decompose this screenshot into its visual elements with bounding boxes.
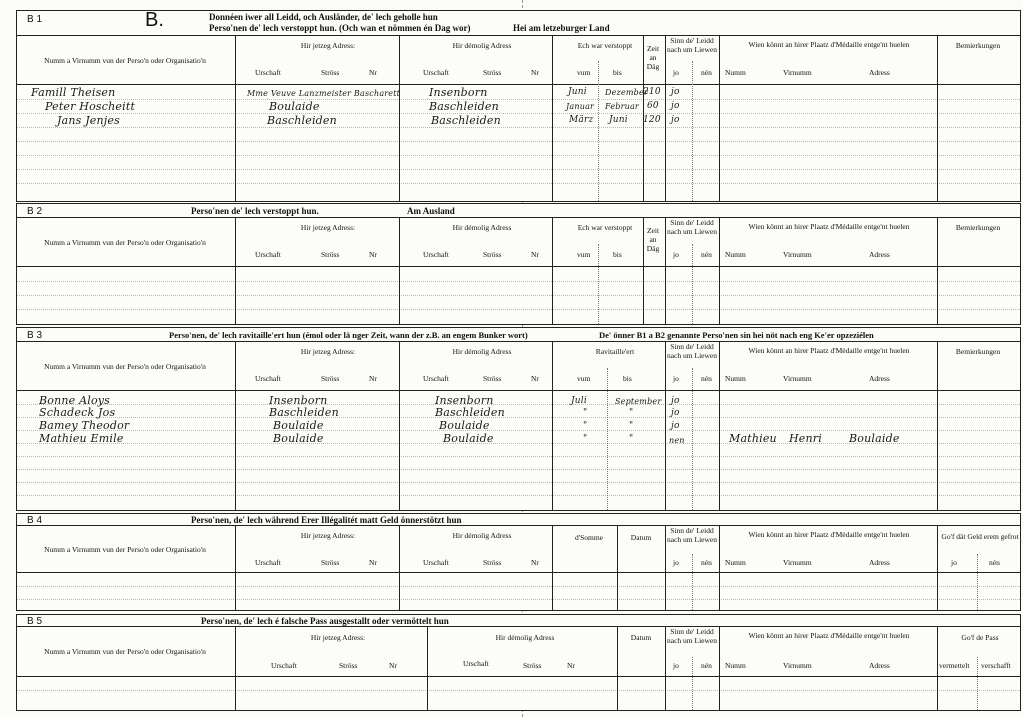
b3-col-nen-label: nén [701,374,712,383]
section-b1 [16,10,1021,202]
b2-col-zeit-label: Zeit an Däg [646,226,660,253]
b1-big-letter: B. [145,9,164,31]
b4-col-medal-label: Wien könnt an hirer Plaatz d'Médaille entge'nt huelen [748,530,910,539]
b3-col-nr-label-2: Nr [531,374,539,383]
b3-row3-jo: jo [671,421,680,431]
b5-col-adress-label: Adress [869,661,890,670]
b2-rows [17,267,1020,324]
b2-column-header [17,218,1020,267]
b3-row1-current-town: Insenborn [269,394,328,407]
b3-col-former-address-label: Hir démolig Adress [452,347,512,356]
b3-col-bis-label: bis [623,374,632,383]
section-b5 [16,614,1021,711]
col-remarks-label: Bemierkungen [955,41,1001,50]
b3-row4-nen: nen [669,436,685,445]
b3-col-sinn-label: Sinn de' Leidd nach um Liewen [667,342,717,360]
b4-col-stross-label: Ströss [321,558,340,567]
b5-col-sinn-label: Sinn de' Leidd nach um Liewen [667,627,717,645]
b1-row3-jo: jo [671,115,680,125]
b4-col-name-label: Numm a Virnumm vun der Perso'n oder Organisatio'n [44,545,206,554]
b1-row2-name: Peter Hoscheitt [45,100,136,113]
b4-col-numm-label: Numm [725,558,746,567]
b1-code: B 1 [27,14,43,25]
col-nr-label-2: Nr [531,68,539,77]
b5-col-verschafft-label: verschafft [981,661,1011,670]
col-adress-label: Adress [869,68,890,77]
b1-row2-jo: jo [671,101,680,111]
b4-col-jo-label: jo [673,558,679,567]
b2-col-nen-label: nén [701,250,712,259]
b5-col-name-label: Numm a Virnumm vun der Perso'n oder Organisatio'n [44,647,206,656]
b1-row2-current-town: Boulaide [269,100,320,113]
b3-row1-former-town: Insenborn [435,394,494,407]
b5-col-former-address-label: Hir démolig Adress [495,633,555,642]
b3-col-current-address-label: Hir jetzeg Adress: [300,347,356,356]
col-urschaft-label-2: Urschaft [423,68,449,77]
b5-col-nr-label-2: Nr [567,661,575,670]
section-b2 [16,203,1021,325]
b5-banner [17,615,1020,627]
b2-col-name-label: Numm a Virnumm vun der Perso'n oder Organisatio'n [44,238,206,247]
b3-banner [17,328,1020,342]
b2-col-nr-label-2: Nr [531,250,539,259]
b3-row2-current-town: Baschleiden [269,406,339,419]
b2-title: Perso'nen de' lech verstoppt hun. [191,206,319,216]
b1-banner [17,11,1020,36]
b3-col-urschaft-label: Urschaft [255,374,281,383]
b3-col-adress-label: Adress [869,374,890,383]
b5-col-medal-label: Wien könnt an hirer Plaatz d'Médaille entge'nt huelen [748,631,910,640]
b5-col-numm-label: Numm [725,661,746,670]
b3-row2-bis: " [629,408,634,418]
b3-row3-current-town: Boulaide [273,419,324,432]
b3-row1-name: Bonne Aloys [39,394,111,407]
b4-col-sinn-label: Sinn de' Leidd nach um Liewen [667,526,717,544]
b1-row1-vum: Juni [568,87,587,97]
b3-row3-name: Bamey Theodor [39,419,130,432]
b3-col-numm-label: Numm [725,374,746,383]
section-b4 [16,513,1021,611]
b1-row2-vum: Januar [566,102,595,111]
b2-col-stross-label: Ströss [321,250,340,259]
b4-col-virnumm-label: Virnumm [783,558,812,567]
b5-col-nen-label: nén [701,661,712,670]
col-stross-label: Ströss [321,68,340,77]
b2-col-urschaft-label-2: Urschaft [423,250,449,259]
b5-rows [17,677,1020,710]
b2-col-vum-label: vum [577,250,591,259]
b5-col-gof-label: Go'f de Pass [961,633,999,642]
b5-col-urschaft-label: Urschaft [271,661,297,670]
b3-row4-current-town: Boulaide [273,432,324,445]
b3-row3-vum: " [583,421,588,431]
b3-col-remarks-label: Bemierkungen [955,347,1001,356]
col-nr-label: Nr [369,68,377,77]
b2-col-bis-label: bis [613,250,622,259]
col-vum-label: vum [577,68,591,77]
b3-col-stross-label: Ströss [321,374,340,383]
b4-col-nr-label-2: Nr [531,558,539,567]
b4-code: B 4 [27,515,43,526]
b1-row3-vum: März [569,115,594,125]
b5-col-nr-label: Nr [389,661,397,670]
b3-subtitle: De' önner B1 a B2 genannte Perso'nen sin hei nöt nach eng Ke'er opzeziélen [599,330,874,340]
b4-col-nen-label: nén [701,558,712,567]
b2-col-nr-label: Nr [369,250,377,259]
b2-banner [17,204,1020,218]
b2-col-virnumm-label: Virnumm [783,250,812,259]
b1-row1-bis: Dezember [605,88,648,97]
b3-row4-name: Mathieu Emile [39,432,124,445]
b3-row2-jo: jo [671,408,680,418]
b3-row3-bis: " [629,421,634,431]
section-b3 [16,327,1021,511]
b5-col-urschaft-label-2: Urschaft [463,659,489,668]
b4-banner [17,514,1020,526]
b4-title: Perso'nen, de' lech während Erer Illégalitét matt Geld önnerstötzt hun [191,515,462,525]
b4-col-former-address-label: Hir démolig Adress [452,531,512,540]
b1-row1-name: Famill Theisen [31,86,116,99]
b1-row1-current-town: Mme Veuve Lanzmeister Bascharett [247,89,401,98]
b2-col-jo-label: jo [673,250,679,259]
b2-col-sinn-label: Sinn de' Leidd nach um Liewen [667,218,717,236]
b1-title-line1: Donnéen iwer all Leidd, och Ausländer, de' lech geholle hun [209,12,438,22]
b5-code: B 5 [27,616,43,627]
b4-col-stross-label-2: Ströss [483,558,502,567]
col-bis-label: bis [613,68,622,77]
b3-row1-bis: September [615,397,662,406]
b1-row3-current-town: Baschleiden [267,114,337,127]
b3-row2-vum: " [583,408,588,418]
b4-rows [17,573,1020,610]
b2-col-hidden-label: Ech war verstoppt [577,223,633,232]
b3-row2-name: Schadeck Jos [39,406,116,419]
b2-col-former-address-label: Hir démolig Adress [452,223,512,232]
b5-col-jo-label: jo [673,661,679,670]
b1-column-header [17,36,1020,85]
b4-col-current-address-label: Hir jetzeg Adress: [300,531,356,540]
b3-row1-jo: jo [671,396,680,406]
b1-title-line3: Hei am letzeburger Land [513,23,610,33]
col-zeit-label: Zeit an Däg [646,44,660,71]
b1-row3-name: Jans Jenjes [57,114,120,127]
b4-col-adress-label: Adress [869,558,890,567]
b3-row1-vum: Juli [571,396,587,406]
b5-col-stross-label: Ströss [339,661,358,670]
b5-col-vermettelt-label: vermettelt [939,661,970,670]
b5-col-virnumm-label: Virnumm [783,661,812,670]
b2-col-urschaft-label: Urschaft [255,250,281,259]
b3-col-name-label: Numm a Virnumm vun der Perso'n oder Organisatio'n [44,362,206,371]
b2-col-remarks-label: Bemierkungen [955,223,1001,232]
b1-row3-zeit: 120 [643,115,661,125]
b3-rows [17,391,1020,510]
b4-col-datum-label: Datum [630,533,652,542]
b3-col-nr-label: Nr [369,374,377,383]
b1-title-line2: Perso'nen de' lech verstoppt hun. (Och wan et nömmen én Dag wor) [209,23,471,33]
b1-row2-bis: Februar [605,102,639,111]
b1-row1-former-town: Insenborn [429,86,488,99]
b3-row4-medal-first-name: Henri [789,432,822,445]
col-urschaft-label: Urschaft [255,68,281,77]
b2-col-adress-label: Adress [869,250,890,259]
b3-title: Perso'nen, de' lech ravitaille'ert hun (émol oder lä nger Zeit, wann der z.B. an engem Bunker wort) [169,330,528,340]
b3-row4-vum: " [583,434,588,444]
b3-col-virnumm-label: Virnumm [783,374,812,383]
b2-col-medal-label: Wien könnt an hirer Plaatz d'Médaille entge'nt huelen [748,222,910,231]
col-jo-label: jo [673,68,679,77]
b5-col-stross-label-2: Ströss [523,661,542,670]
b3-col-urschaft-label-2: Urschaft [423,374,449,383]
b3-row4-bis: " [629,434,634,444]
col-virnumm-label: Virnumm [783,68,812,77]
b3-code: B 3 [27,330,43,341]
col-current-address-label: Hir jetzeg Adress: [300,41,356,50]
b5-column-header [17,627,1020,677]
b1-row3-bis: Juni [609,115,628,125]
b5-title: Perso'nen, de' lech é falsche Pass ausgestallt oder vermöttelt hun [201,616,449,626]
b3-row4-former-town: Boulaide [443,432,494,445]
b2-col-current-address-label: Hir jetzeg Adress: [300,223,356,232]
b4-col-somme-label: d'Somme [574,533,604,542]
b3-row4-medal-address: Boulaide [849,432,900,445]
col-nen-label: nén [701,68,712,77]
b3-col-medal-label: Wien könnt an hirer Plaatz d'Médaille entge'nt huelen [748,346,910,355]
b2-col-stross-label-2: Ströss [483,250,502,259]
b4-col-gof-jo-label: jo [951,558,957,567]
col-sinn-label: Sinn de' Leidd nach um Liewen [667,36,717,54]
b3-column-header [17,342,1020,391]
b4-col-gof-label: Go'f dät Geld erem gefrot [941,532,1019,541]
col-hidden-label: Ech war verstoppt [577,41,633,50]
b3-row4-medal-name: Mathieu [729,432,777,445]
b3-col-ravit-label: Ravitaille'ert [595,347,635,356]
b5-col-current-address-label: Hir jetzeg Adress: [310,633,366,642]
b3-col-stross-label-2: Ströss [483,374,502,383]
b2-col-numm-label: Numm [725,250,746,259]
col-name-label: Numm a Virnumm vun der Perso'n oder Organisatio'n [44,56,206,65]
b4-col-urschaft-label: Urschaft [255,558,281,567]
col-stross-label-2: Ströss [483,68,502,77]
b1-row2-former-town: Baschleiden [429,100,499,113]
b3-row3-former-town: Boulaide [439,419,490,432]
b4-column-header [17,526,1020,573]
col-medal-label: Wien könnt an hirer Plaatz d'Médaille entge'nt huelen [748,40,910,49]
b5-col-datum-label: Datum [630,633,652,642]
b3-row2-former-town: Baschleiden [435,406,505,419]
b1-row2-zeit: 60 [647,101,659,111]
b1-row1-jo: jo [671,87,680,97]
col-numm-label: Numm [725,68,746,77]
b1-row1-zeit: 210 [643,87,661,97]
b2-code: B 2 [27,206,43,217]
b4-col-nr-label: Nr [369,558,377,567]
b4-col-gof-nen-label: nén [989,558,1000,567]
col-former-address-label: Hir démolig Adress [452,41,512,50]
b1-rows [17,85,1020,201]
b3-col-vum-label: vum [577,374,591,383]
b3-col-jo-label: jo [673,374,679,383]
b4-col-urschaft-label-2: Urschaft [423,558,449,567]
b1-row3-former-town: Baschleiden [431,114,501,127]
b2-subtitle: Am Ausland [407,206,455,216]
